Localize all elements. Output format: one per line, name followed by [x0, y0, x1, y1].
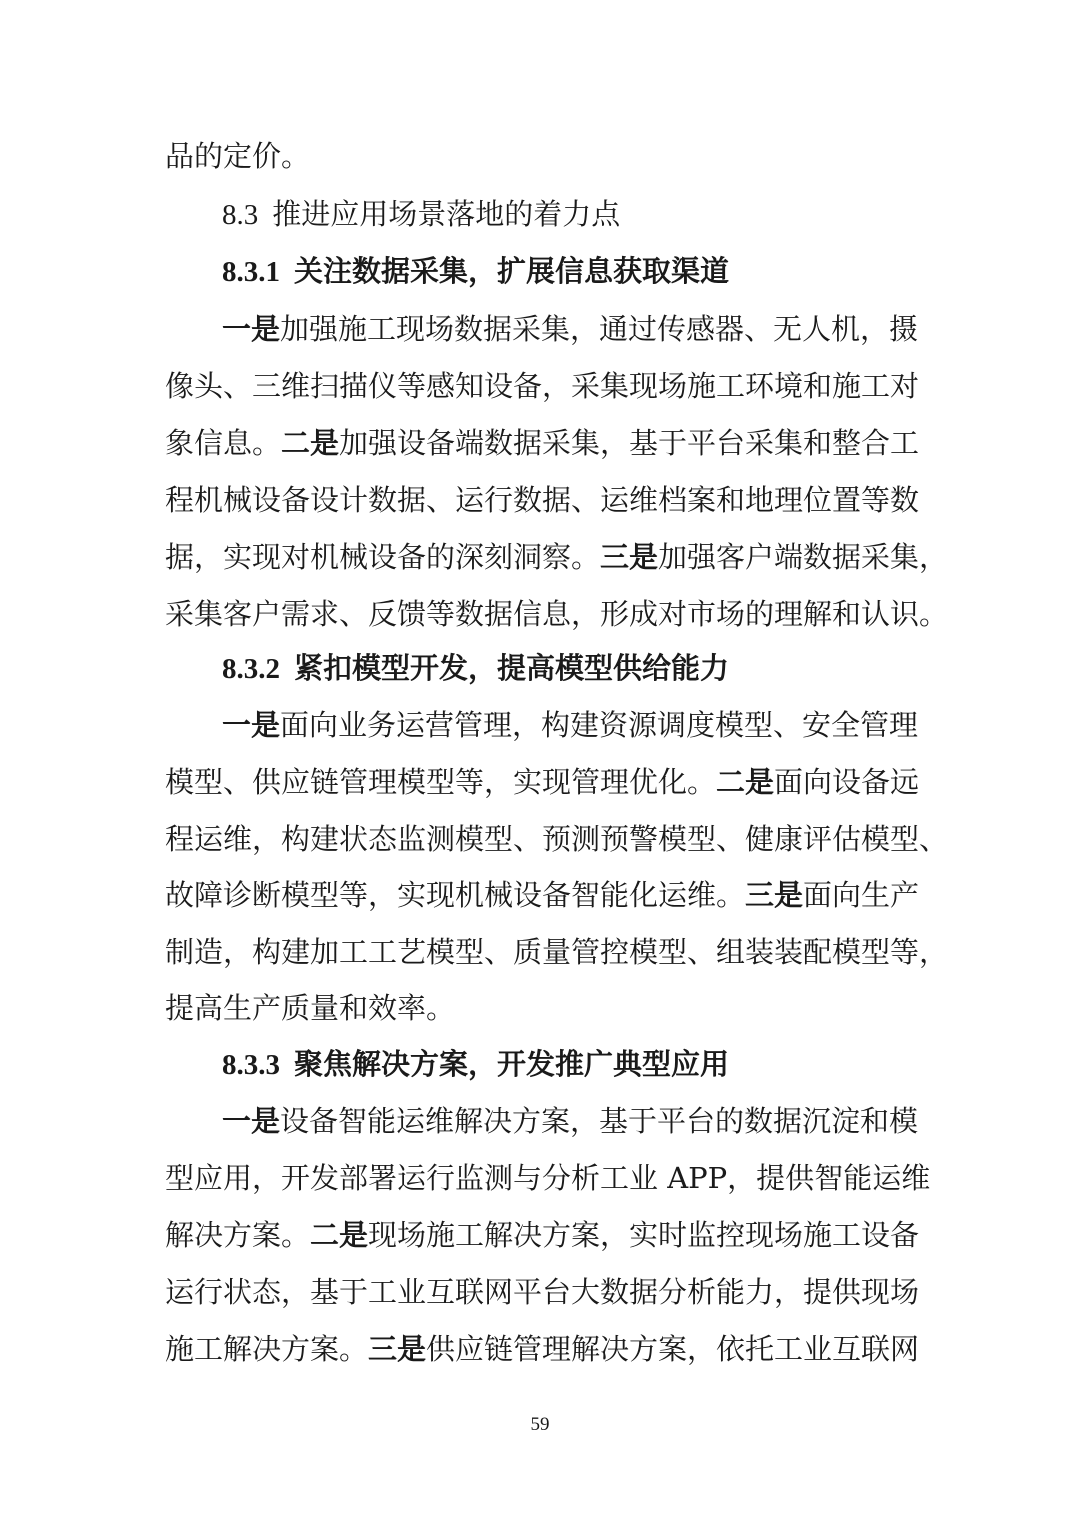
- page-number: 59: [530, 1414, 550, 1435]
- paragraph-line: [165, 875, 920, 915]
- paragraph-line: [165, 819, 949, 859]
- third-marker: 三是: [745, 878, 804, 912]
- paragraph-line: [165, 932, 949, 972]
- subsection-heading-8-3-2: [222, 648, 729, 689]
- text: 制造，构建加工工艺模型、质量管控模型、组装装配模型等，: [165, 935, 949, 969]
- text: 供应链管理解决方案，依托工业互联网: [426, 1332, 920, 1366]
- section-title: 推进应用场景落地的着力点: [272, 197, 621, 231]
- text: 现场施工解决方案，实时监控现场施工设备: [368, 1218, 920, 1252]
- paragraph-line: [165, 366, 920, 406]
- paragraph-line: [165, 136, 915, 176]
- second-marker: 二是: [281, 426, 340, 460]
- subsection-title: 聚焦解决方案，开发推广典型应用: [294, 1047, 730, 1081]
- paragraph-line: [222, 705, 919, 745]
- text: 模型、供应链管理模型等，实现管理优化。: [165, 765, 717, 799]
- paragraph-line: [165, 1215, 920, 1255]
- text: 加强施工现场数据采集，通过传感器、无人机，摄: [280, 312, 919, 346]
- text: 加强客户端数据采集，: [658, 540, 949, 574]
- text: 面向业务运营管理，构建资源调度模型、安全管理: [280, 708, 919, 742]
- paragraph-line: [165, 1272, 920, 1312]
- text: 采集客户需求、反馈等数据信息，形成对市场的理解和认识。: [165, 597, 949, 631]
- text: 设备智能运维解决方案，基于平台的数据沉淀和模: [280, 1104, 919, 1138]
- second-marker: 二是: [716, 765, 775, 799]
- text: 故障诊断模型等，实现机械设备智能化运维。: [165, 878, 746, 912]
- paragraph-line: [222, 309, 919, 349]
- second-marker: 二是: [310, 1218, 369, 1252]
- text: 程机械设备设计数据、运行数据、运维档案和地理位置等数: [165, 483, 920, 517]
- text: 品的定价。: [165, 139, 311, 173]
- text: 运行状态，基于工业互联网平台大数据分析能力，提供现场: [165, 1275, 920, 1309]
- text: 型应用，开发部署运行监测与分析工业 APP，提供智能运维: [165, 1161, 931, 1195]
- third-marker: 三是: [368, 1332, 427, 1366]
- paragraph-line: [165, 1329, 920, 1369]
- subsection-number: 8.3.1: [222, 256, 280, 288]
- text: 施工解决方案。: [165, 1332, 369, 1366]
- subsection-heading-8-3-3: [222, 1044, 729, 1085]
- paragraph-line: [165, 988, 915, 1028]
- section-heading-8-3: [222, 194, 620, 235]
- subsection-number: 8.3.3: [222, 1049, 280, 1081]
- paragraph-line: [165, 594, 949, 634]
- text: 据，实现对机械设备的深刻洞察。: [165, 540, 601, 574]
- subsection-title: 紧扣模型开发，提高模型供给能力: [294, 651, 730, 685]
- subsection-heading-8-3-1: [222, 251, 729, 292]
- subsection-number: 8.3.2: [222, 653, 280, 685]
- first-marker: 一是: [222, 708, 281, 742]
- third-marker: 三是: [600, 540, 659, 574]
- first-marker: 一是: [222, 1104, 281, 1138]
- text: 像头、三维扫描仪等感知设备，采集现场施工环境和施工对: [165, 369, 920, 403]
- text: 面向生产: [803, 878, 920, 912]
- text: 象信息。: [165, 426, 282, 460]
- subsection-title: 关注数据采集，扩展信息获取渠道: [294, 254, 730, 288]
- text: 解决方案。: [165, 1218, 311, 1252]
- text: 加强设备端数据采集，基于平台采集和整合工: [339, 426, 920, 460]
- text: 提高生产质量和效率。: [165, 991, 456, 1025]
- text: 面向设备远: [774, 765, 920, 799]
- paragraph-line: [165, 480, 920, 520]
- paragraph-line: [165, 1158, 931, 1198]
- paragraph-line: [222, 1101, 919, 1141]
- text: 程运维，构建状态监测模型、预测预警模型、健康评估模型、: [165, 822, 949, 856]
- paragraph-line: [165, 423, 920, 463]
- first-marker: 一是: [222, 312, 281, 346]
- paragraph-line: [165, 762, 920, 802]
- section-number: 8.3: [222, 199, 259, 231]
- paragraph-line: [165, 537, 949, 577]
